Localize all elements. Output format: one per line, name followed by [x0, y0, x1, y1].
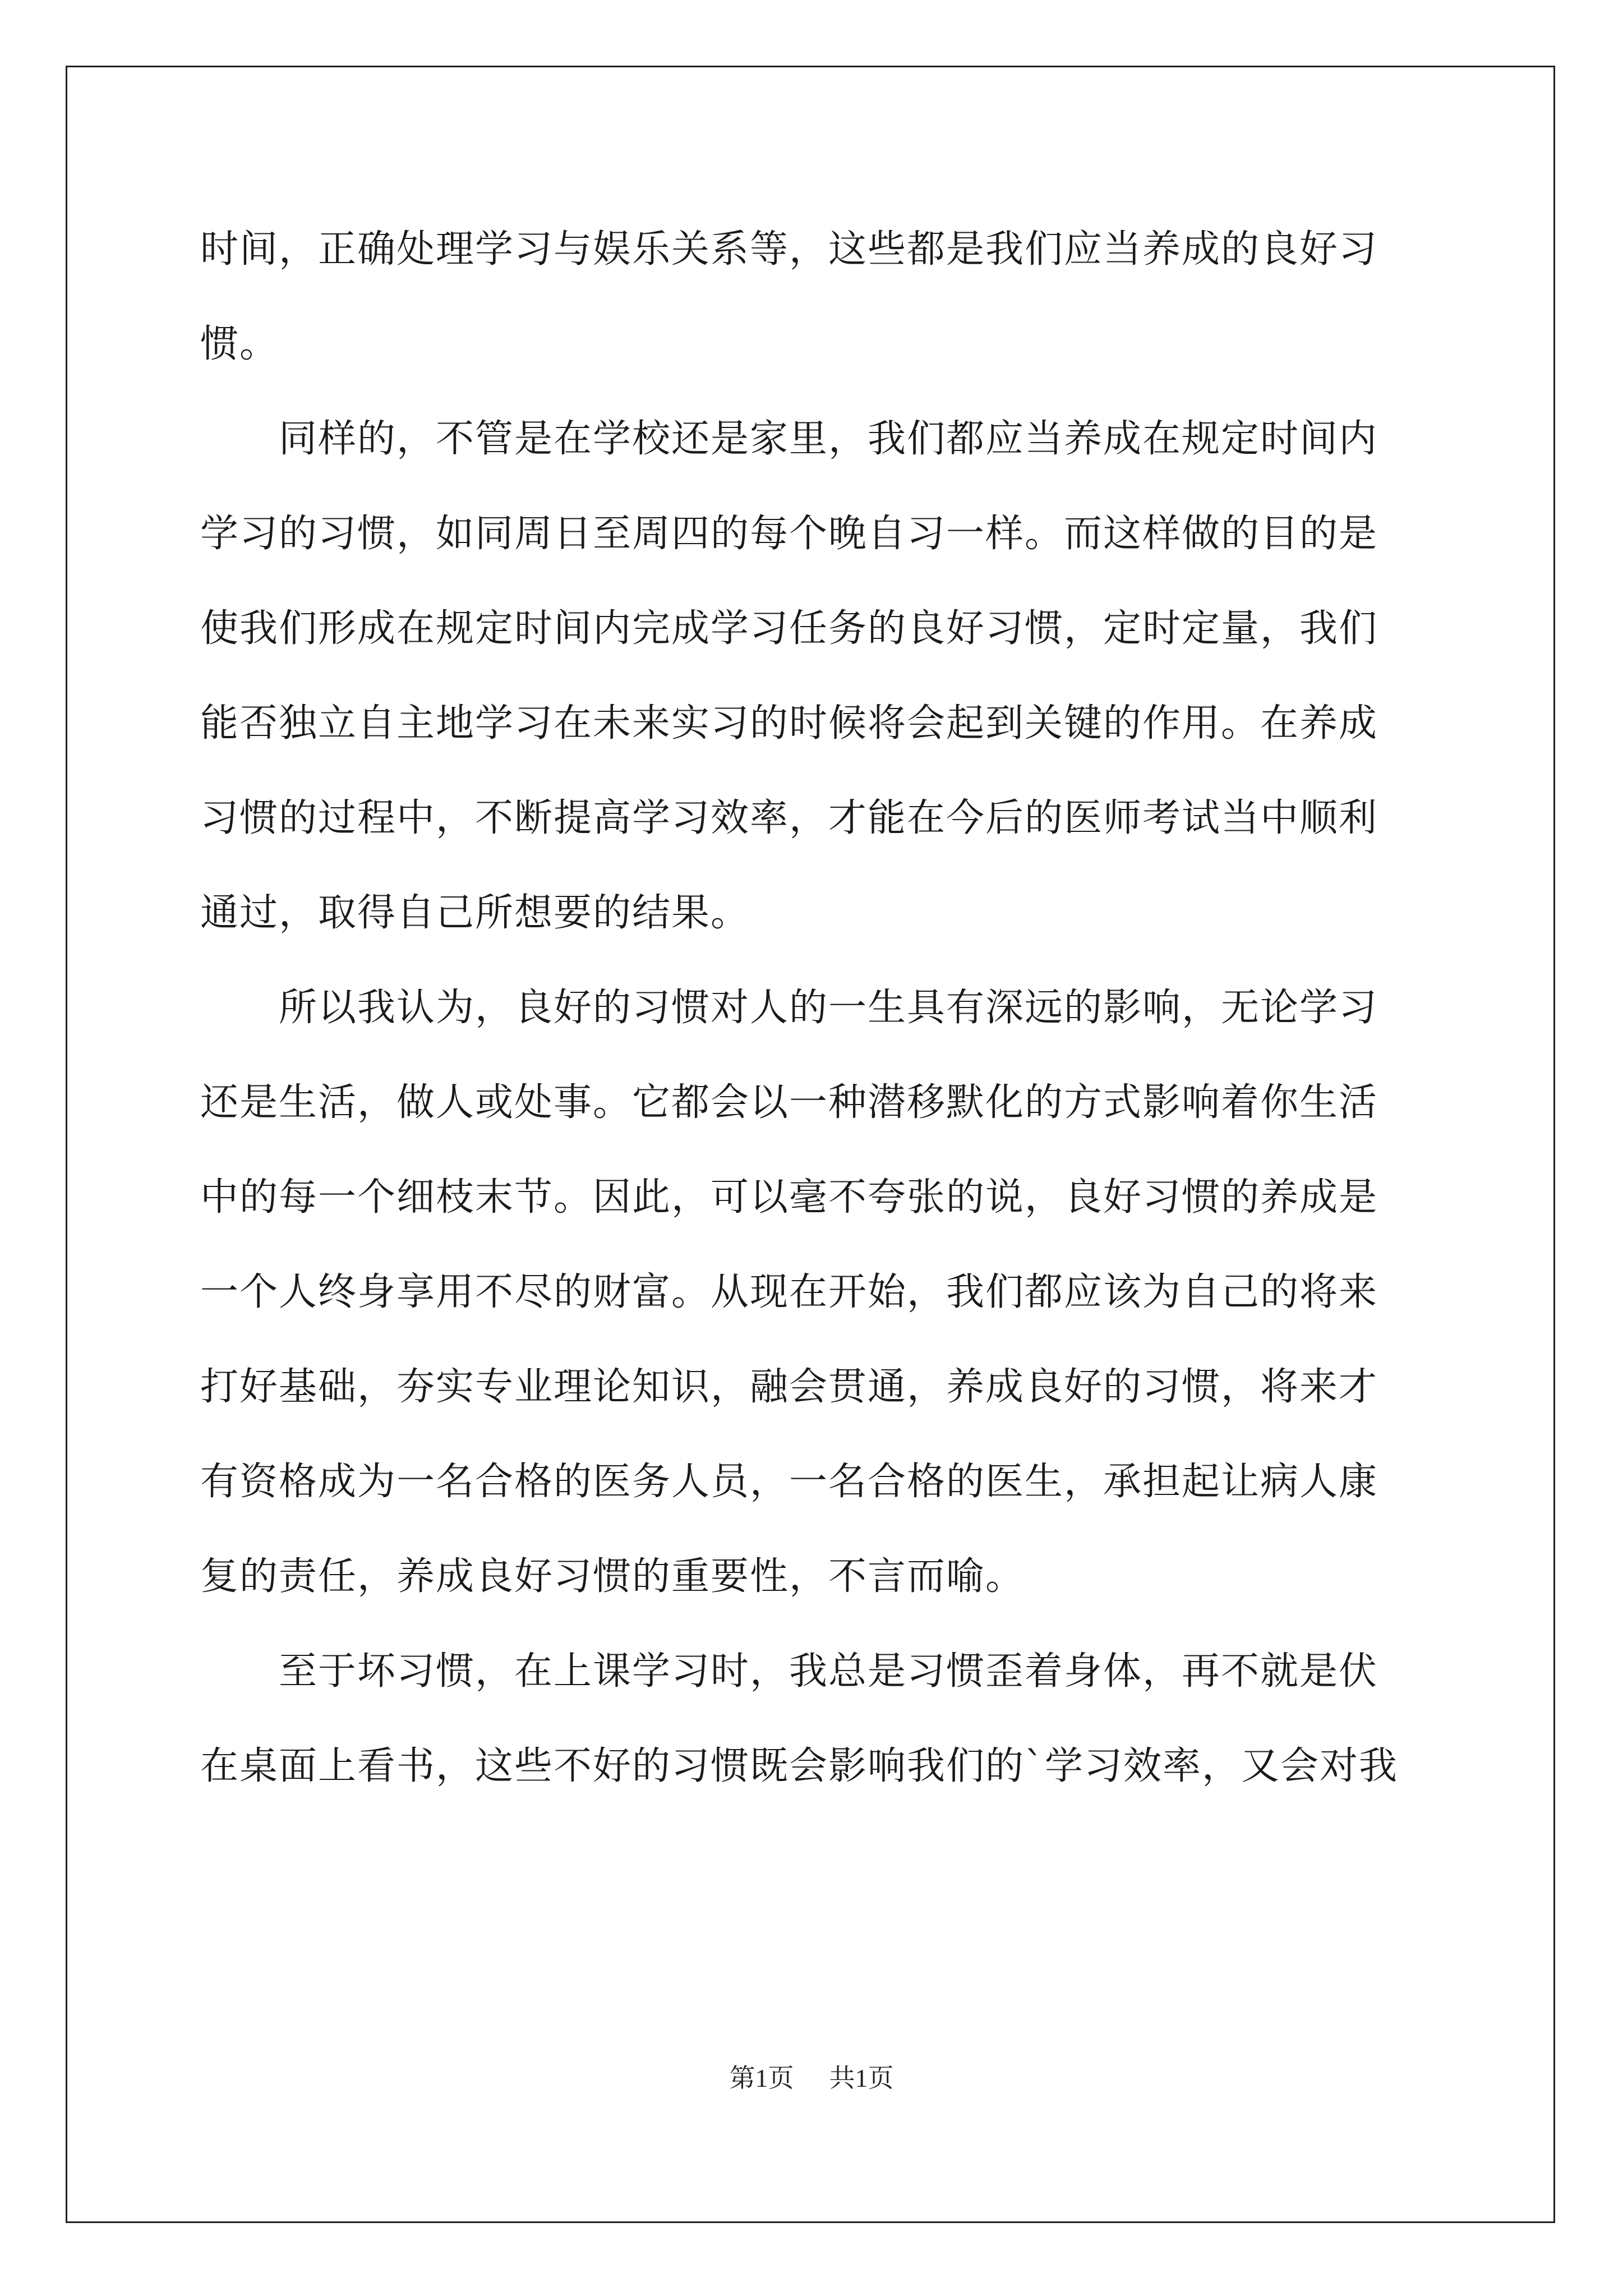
page-number: 第1页: [729, 2064, 794, 2092]
text-line: 复的责任，养成良好习惯的重要性，不言而喻。: [200, 1554, 1025, 1599]
text-line: 惯。: [200, 322, 279, 366]
text-line: 通过，取得自己所想要的结果。: [200, 891, 750, 935]
text-line: 至于坏习惯，在上课学习时，我总是习惯歪着身体，再不就是伏: [200, 1649, 1378, 1694]
text-line: 所以我认为，良好的习惯对人的一生具有深远的影响，无论学习: [200, 986, 1378, 1030]
text-line: 有资格成为一名合格的医务人员，一名合格的医生，承担起让病人康: [200, 1460, 1378, 1504]
paragraph-4: [200, 1624, 1423, 1814]
text-line: 一个人终身享用不尽的财富。从现在开始，我们都应该为自己的将来: [200, 1270, 1378, 1314]
text-line: 使我们形成在规定时间内完成学习任务的良好习惯，定时定量，我们: [200, 606, 1378, 651]
text-line: 中的每一个细枝末节。因此，可以毫不夸张的说，良好习惯的养成是: [200, 1175, 1378, 1220]
text-line: 打好基础，夯实专业理论知识，融会贯通，养成良好的习惯，将来才: [200, 1365, 1378, 1409]
page-footer: [0, 2062, 1623, 2095]
paragraph-3: [200, 960, 1423, 1624]
text-line: 习惯的过程中，不断提高学习效率，才能在今后的医师考试当中顺利: [200, 796, 1378, 840]
text-line: 能否独立自主地学习在未来实习的时候将会起到关键的作用。在养成: [200, 701, 1378, 746]
document-body: [200, 202, 1423, 1814]
text-line: 同样的，不管是在学校还是家里，我们都应当养成在规定时间内: [200, 417, 1378, 461]
text-line: 在桌面上看书，这些不好的习惯既会影响我们的`学习效率，又会对我: [200, 1744, 1399, 1788]
paragraph-1: [200, 202, 1423, 392]
text-line: 还是生活，做人或处事。它都会以一种潜移默化的方式影响着你生活: [200, 1080, 1378, 1125]
text-line: 时间，正确处理学习与娱乐关系等，这些都是我们应当养成的良好习: [200, 227, 1378, 272]
page-total: 共1页: [829, 2064, 894, 2092]
paragraph-2: [200, 392, 1423, 960]
text-line: 学习的习惯，如同周日至周四的每个晚自习一样。而这样做的目的是: [200, 512, 1378, 556]
